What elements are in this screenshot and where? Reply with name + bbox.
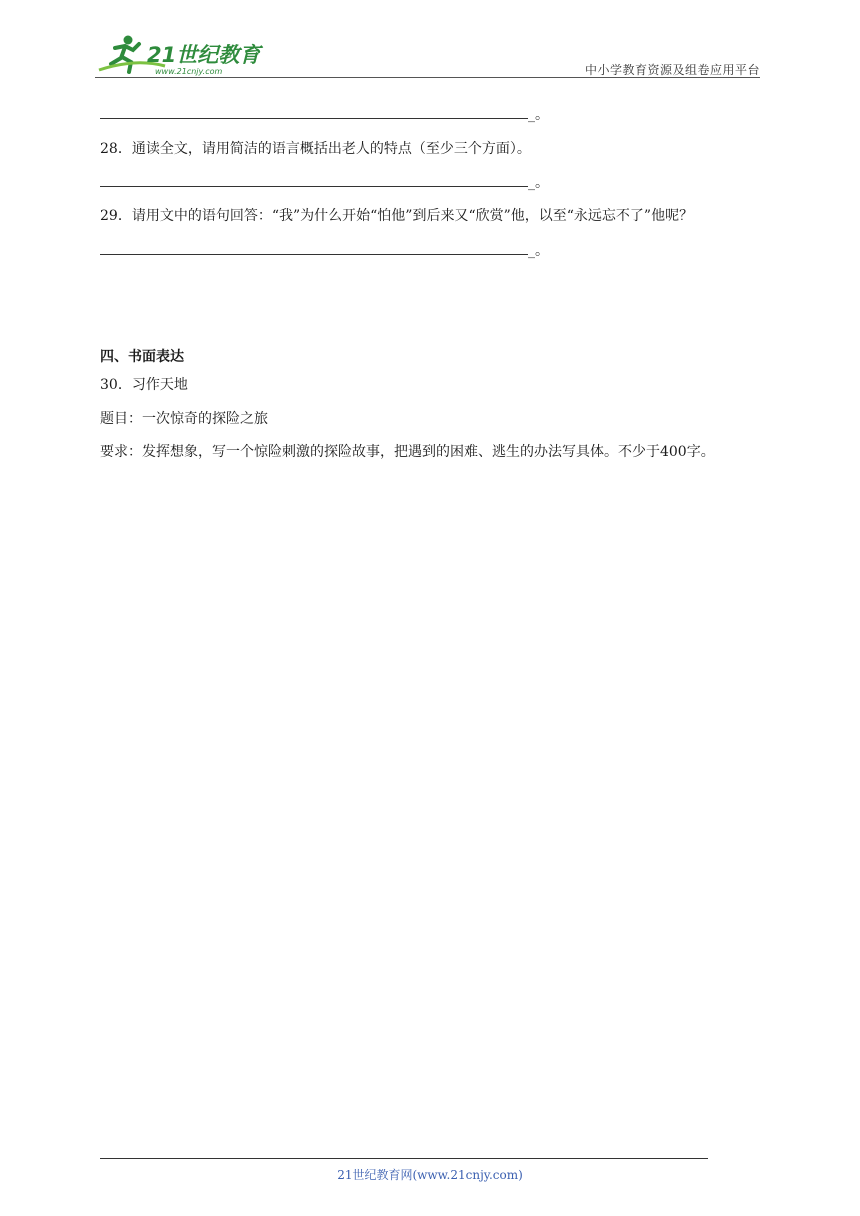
essay-topic: 题目：一次惊奇的探险之旅 xyxy=(100,411,268,427)
answer-line-q28[interactable] xyxy=(100,174,549,192)
question-29: 29．请用文中的语句回答：“我”为什么开始“怕他”到后来又“欣赏”他，以至“永远忘不了”他呢？ xyxy=(100,208,694,224)
question-28: 28．通读全文，请用简洁的语言概括出老人的特点（至少三个方面）。 xyxy=(100,141,531,157)
logo-main-text: 21世纪教育 xyxy=(147,43,261,67)
header-platform-name: 中小学教育资源及组卷应用平台 xyxy=(584,63,760,77)
answer-line-q29[interactable] xyxy=(100,242,549,260)
answer-tail: _。 xyxy=(528,243,549,259)
header-divider xyxy=(95,77,760,78)
answer-blank[interactable] xyxy=(100,174,528,187)
answer-tail: _。 xyxy=(528,107,549,123)
page-header xyxy=(95,30,760,80)
question-30: 30．习作天地 xyxy=(100,377,188,393)
section-title: 四、书面表达 xyxy=(100,349,184,365)
answer-blank[interactable] xyxy=(100,106,528,119)
answer-blank[interactable] xyxy=(100,242,528,255)
footer-link[interactable]: 21世纪教育网(www.21cnjy.com) xyxy=(337,1168,523,1182)
logo-21cnjy xyxy=(95,30,265,78)
answer-line-q27[interactable] xyxy=(100,106,549,124)
essay-requirement: 要求：发挥想象，写一个惊险刺激的探险故事，把遇到的困难、逃生的办法写具体。不少于400字。 xyxy=(100,444,715,460)
answer-tail: _。 xyxy=(528,175,549,191)
logo-url-text: www.21cnjy.com xyxy=(155,67,223,76)
footer-divider xyxy=(100,1158,708,1159)
